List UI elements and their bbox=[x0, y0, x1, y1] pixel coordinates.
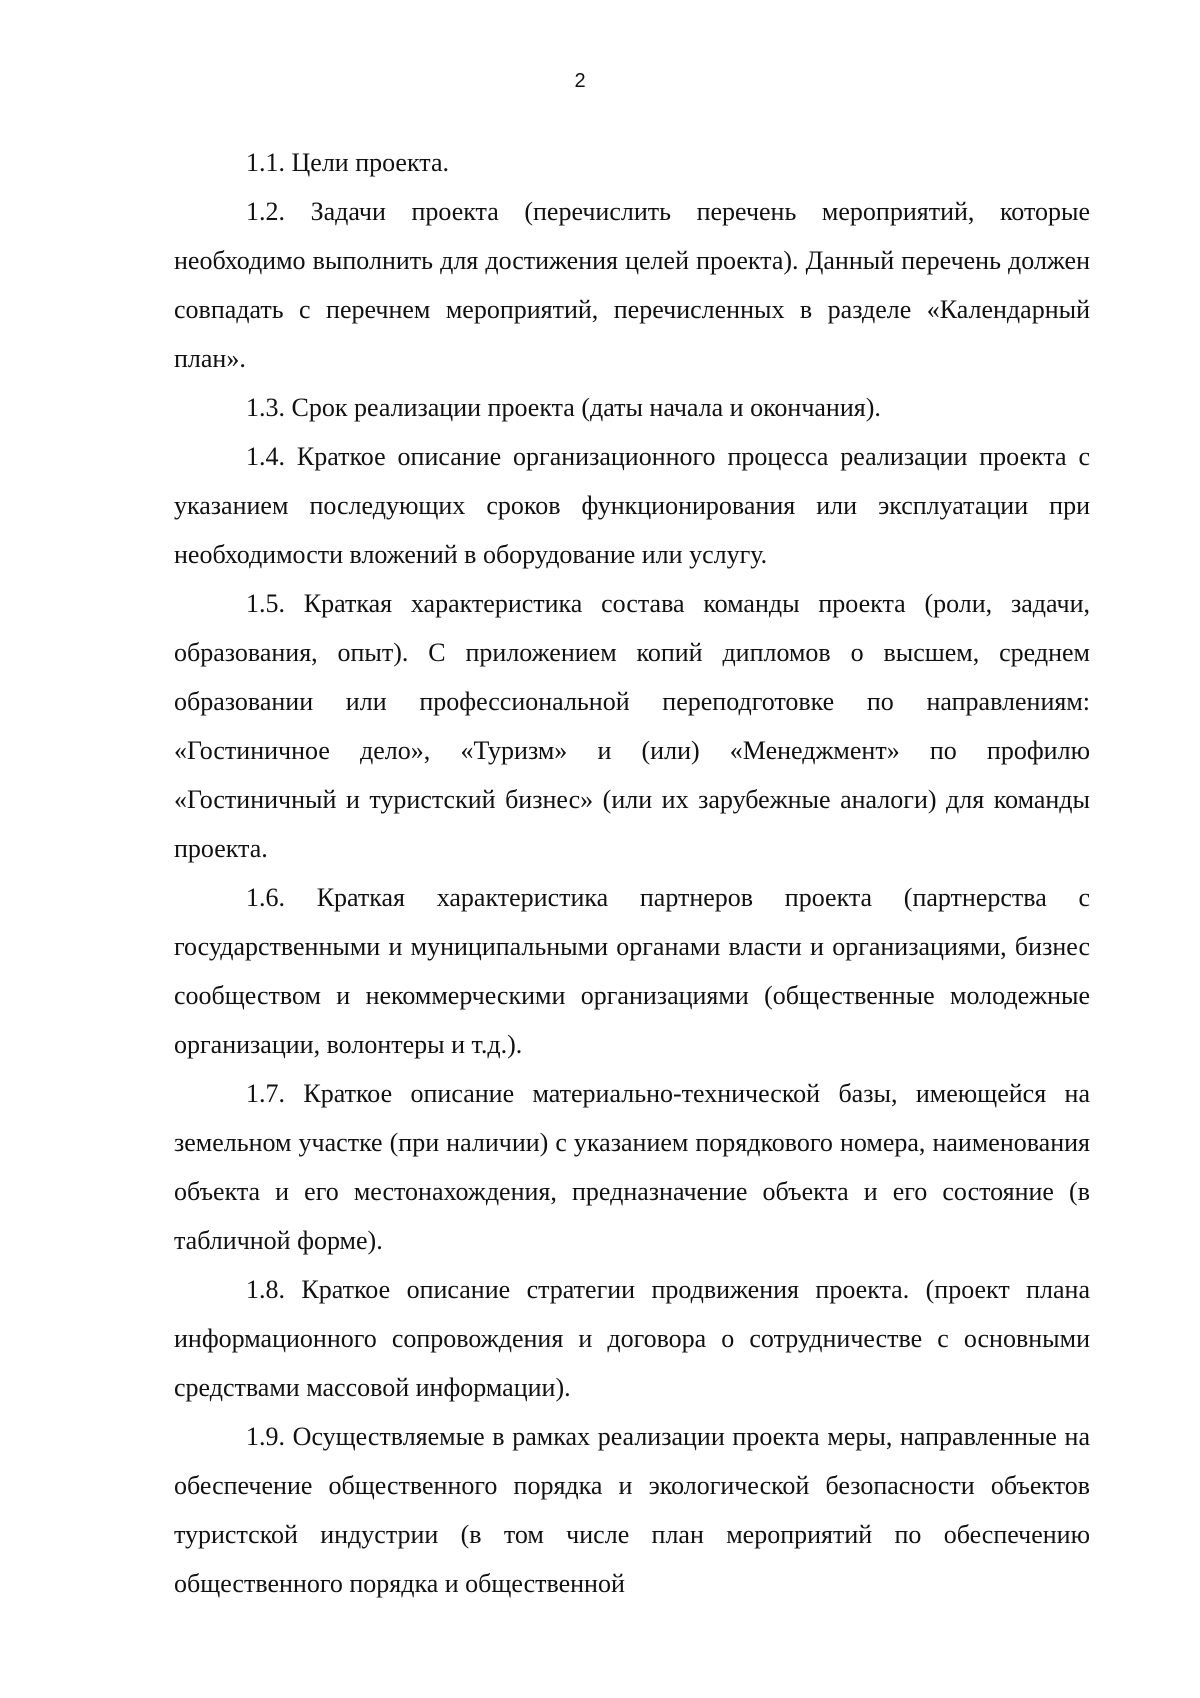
page-number: 2 bbox=[574, 70, 586, 92]
paragraph-1-6: 1.6. Краткая характеристика партнеров проекта (партнерства с государственными и муниципальными органами власти и организациями, бизнес сообществом и некоммерческими организациями (общественные молодежные организации, волонтеры и т.д.). bbox=[174, 883, 1090, 1059]
paragraph-1-8: 1.8. Краткое описание стратегии продвижения проекта. (проект плана информационного сопровождения и договора о сотрудничестве с основными средствами массовой информации). bbox=[174, 1275, 1090, 1402]
document-body bbox=[174, 138, 1090, 1608]
paragraph-1-9: 1.9. Осуществляемые в рамках реализации проекта меры, направленные на обеспечение общественного порядка и экологической безопасности объектов туристской индустрии (в том числе план мероприятий по обеспечению общественного порядка и общественной bbox=[174, 1422, 1090, 1598]
paragraph-1-7: 1.7. Краткое описание материально-технической базы, имеющейся на земельном участке (при наличии) с указанием порядкового номера, наименования объекта и его местонахождения, предназначение объекта и его состояние (в табличной форме). bbox=[174, 1079, 1090, 1255]
paragraph-1-2: 1.2. Задачи проекта (перечислить перечень мероприятий, которые необходимо выполнить для достижения целей проекта). Данный перечень должен совпадать с перечнем мероприятий, перечисленных в разделе «Календарный план». bbox=[174, 197, 1090, 373]
paragraph-1-4: 1.4. Краткое описание организационного процесса реализации проекта с указанием последующих сроков функционирования или эксплуатации при необходимости вложений в оборудование или услугу. bbox=[174, 442, 1090, 569]
paragraph-1-1: 1.1. Цели проекта. bbox=[246, 148, 449, 177]
paragraph-1-3: 1.3. Срок реализации проекта (даты начала и окончания). bbox=[246, 393, 881, 422]
paragraph-1-5: 1.5. Краткая характеристика состава команды проекта (роли, задачи, образования, опыт). С приложением копий дипломов о высшем, среднем образовании или профессиональной переподготовке по направлениям: «Гостиничное дело», «Туризм» и (или) «Менеджмент» по профилю «Гостиничный и туристский бизнес» (или их зарубежные аналоги) для команды проекта. bbox=[174, 589, 1090, 863]
